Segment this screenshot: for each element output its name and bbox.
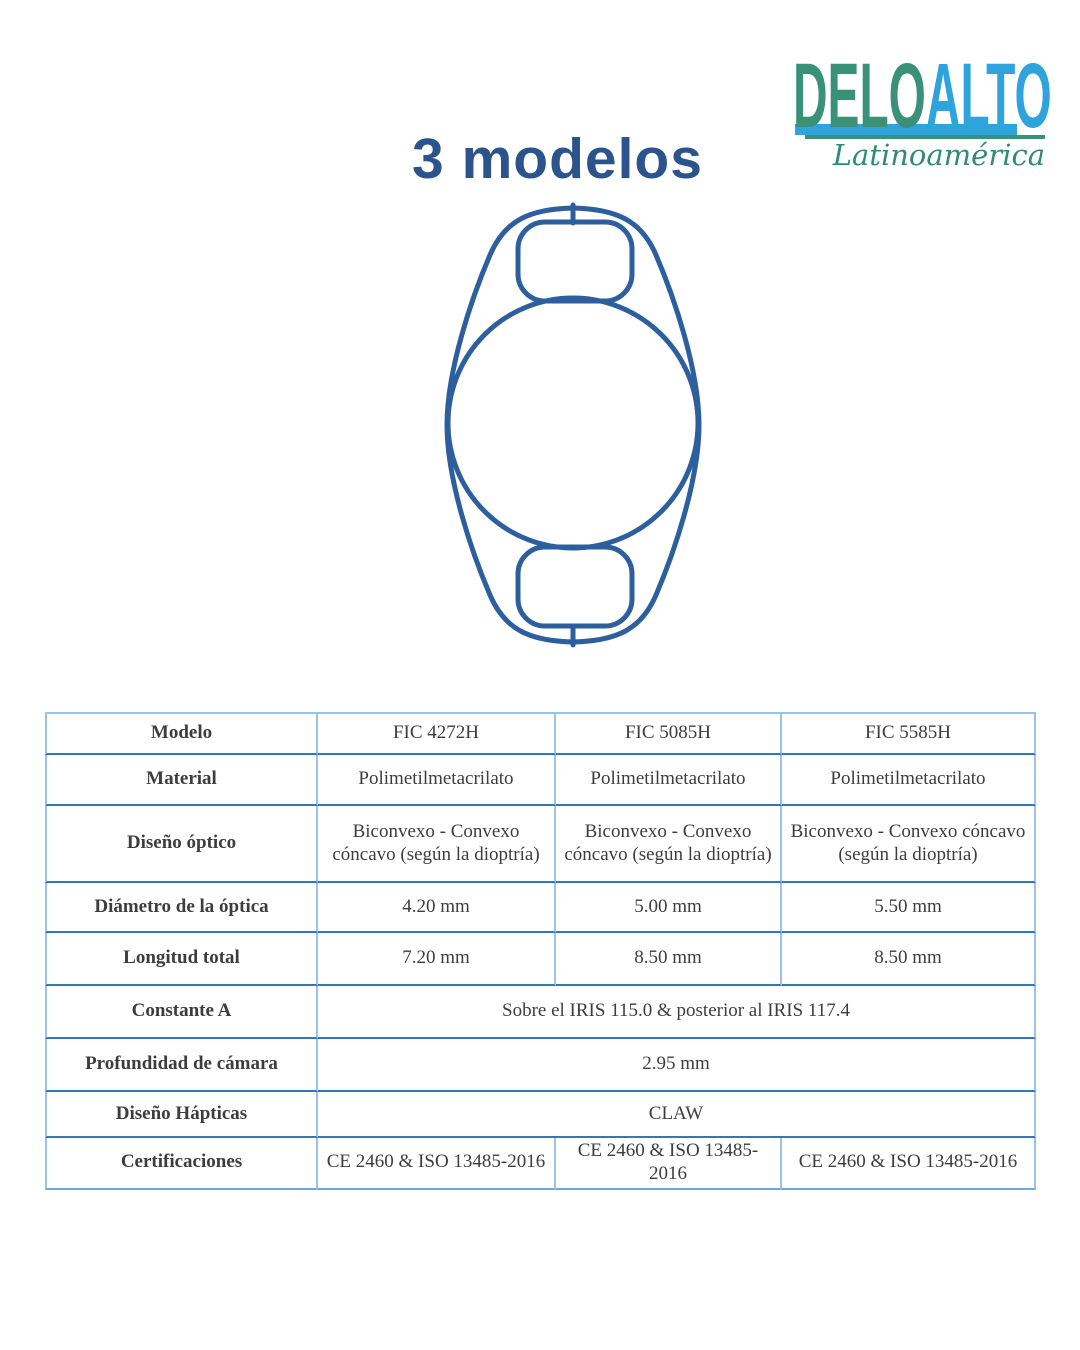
spec-value: Polimetilmetacrilato bbox=[782, 755, 1036, 806]
iris-claw-lens-icon bbox=[420, 185, 740, 675]
spec-value: Polimetilmetacrilato bbox=[556, 755, 782, 806]
spec-value-merged: Sobre el IRIS 115.0 & posterior al IRIS 117.4 bbox=[318, 986, 1036, 1039]
table-row-profundidad-camara bbox=[45, 1039, 1036, 1092]
spec-value: Polimetilmetacrilato bbox=[318, 755, 556, 806]
spec-value: 7.20 mm bbox=[318, 933, 556, 986]
spec-value: 5.50 mm bbox=[782, 883, 1036, 933]
lens-top-claw bbox=[518, 222, 632, 301]
spec-label: Diseño Hápticas bbox=[45, 1092, 318, 1138]
spec-value: 5.00 mm bbox=[556, 883, 782, 933]
lens-diagram bbox=[420, 185, 740, 675]
spec-value: Biconvexo - Convexo cóncavo (según la dioptría) bbox=[318, 806, 556, 883]
table-row-diseno-hapticas bbox=[45, 1092, 1036, 1138]
table-row-diametro-optica bbox=[45, 883, 1036, 933]
spec-table bbox=[45, 712, 1036, 1190]
spec-value-merged: CLAW bbox=[318, 1092, 1036, 1138]
spec-value: Biconvexo - Convexo cóncavo (según la dioptría) bbox=[782, 806, 1036, 883]
spec-label: Constante A bbox=[45, 986, 318, 1039]
spec-value: CE 2460 & ISO 13485-2016 bbox=[318, 1138, 556, 1190]
table-row-modelo bbox=[45, 712, 1036, 755]
table-row-certificaciones bbox=[45, 1138, 1036, 1190]
spec-value: Biconvexo - Convexo cóncavo (según la dioptría) bbox=[556, 806, 782, 883]
spec-value: FIC 4272H bbox=[318, 712, 556, 755]
spec-label: Material bbox=[45, 755, 318, 806]
lens-optic-circle bbox=[448, 298, 698, 548]
spec-label: Longitud total bbox=[45, 933, 318, 986]
spec-value: FIC 5585H bbox=[782, 712, 1036, 755]
spec-value: 4.20 mm bbox=[318, 883, 556, 933]
table-row-longitud-total bbox=[45, 933, 1036, 986]
spec-value: 8.50 mm bbox=[556, 933, 782, 986]
logo-alto-text: ALTO bbox=[925, 45, 1052, 147]
spec-value: CE 2460 & ISO 13485-2016 bbox=[782, 1138, 1036, 1190]
logo-subtitle: Latinoamérica bbox=[832, 138, 1045, 172]
spec-label: Certificaciones bbox=[45, 1138, 318, 1190]
logo-delo-text: DELO bbox=[793, 45, 926, 147]
lens-outer-contour bbox=[447, 208, 699, 642]
spec-label: Profundidad de cámara bbox=[45, 1039, 318, 1092]
spec-value: CE 2460 & ISO 13485-2016 bbox=[556, 1138, 782, 1190]
deloalto-logo bbox=[793, 45, 1053, 172]
spec-label: Diámetro de la óptica bbox=[45, 883, 318, 933]
spec-value: FIC 5085H bbox=[556, 712, 782, 755]
table-row-constante-a bbox=[45, 986, 1036, 1039]
lens-bottom-claw bbox=[518, 547, 632, 626]
spec-value-merged: 2.95 mm bbox=[318, 1039, 1036, 1092]
logo-wordmark bbox=[793, 45, 1052, 147]
page-title: 3 modelos bbox=[412, 127, 703, 191]
table-row-material bbox=[45, 755, 1036, 806]
table-row-diseno-optico bbox=[45, 806, 1036, 883]
spec-value: 8.50 mm bbox=[782, 933, 1036, 986]
spec-label: Modelo bbox=[45, 712, 318, 755]
spec-label: Diseño óptico bbox=[45, 806, 318, 883]
